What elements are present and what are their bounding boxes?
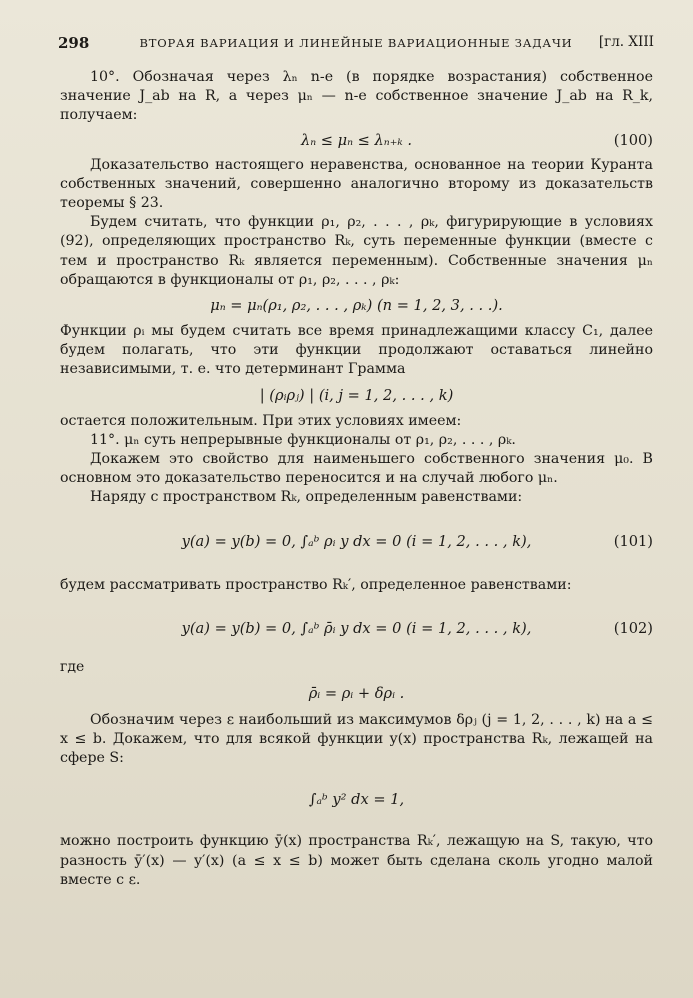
- paragraph: можно построить функцию ȳ(x) пространства Rₖ′, лежащую на S, такую, что разность ȳ′(x) — y′(x) (a ≤ x ≤ b) может быть сделана сколь угодно малой вместе с ε.: [60, 833, 653, 888]
- paragraph: Наряду с пространством Rₖ, определенным равенствами:: [90, 489, 523, 506]
- formula-mu: [60, 290, 653, 322]
- paragraph: Обозначим через ε наибольший из максимумов δρⱼ (j = 1, 2, . . . , k) на a ≤ x ≤ b. Докажем, что для всякой функции y(x) пространства Rₖ, лежащей на сфере S:: [60, 711, 653, 767]
- formula-text: μₙ = μₙ(ρ₁, ρ₂, . . . , ρₖ) (n = 1, 2, 3, . . .).: [210, 297, 503, 315]
- formula-text: ∫ₐᵇ y² dx = 1,: [308, 791, 405, 809]
- paragraph: будем рассматривать пространство Rₖ′, определенное равенствами:: [60, 576, 572, 593]
- equation-number: (101): [613, 532, 653, 550]
- where-label: где: [60, 658, 85, 675]
- formula-text: ρ̄ᵢ = ρᵢ + δρᵢ .: [308, 684, 405, 702]
- paragraph: Будем считать, что функции ρ₁, ρ₂, . . . , ρₖ, фигурирующие в условиях (92), определяющих пространство Rₖ, суть переменные функции (вместе с тем и пространство Rₖ является переменным). Собственные значения μₙ обращаются в функционалы от ρ₁, ρ₂, . . . , ρₖ:: [60, 214, 653, 288]
- formula-rho: [60, 677, 653, 711]
- paragraph: Докажем это свойство для наименьшего собственного значения μ₀. В основном это доказательство переносится и на случай любого μₙ.: [60, 451, 653, 487]
- paragraph: Функции ρᵢ мы будем считать все время принадлежащими классу C₁, далее будем полагать, что эти функции продолжают оставаться линейно независимыми, т. е. что детерминант Грамма: [60, 323, 653, 378]
- paragraph: 10°. Обозначая через λₙ n-е (в порядке возрастания) собственное значение J_ab на R, а через μₙ — n-е собственное значение J_ab на R_k, получаем:: [60, 69, 653, 124]
- formula-text: y(a) = y(b) = 0, ∫ₐᵇ ρᵢ y dx = 0 (i = 1, 2, . . . , k),: [181, 532, 532, 550]
- paragraph: остается положительным. При этих условиях имеем:: [60, 412, 462, 429]
- page-header: [58, 34, 654, 56]
- paragraph: 11°. μₙ суть непрерывные функционалы от ρ₁, ρ₂, . . . , ρₖ.: [90, 431, 516, 448]
- equation-number: (102): [613, 619, 653, 637]
- formula-100: [60, 126, 653, 156]
- page-body: [60, 68, 653, 890]
- equation-number: (100): [613, 131, 653, 149]
- running-title: ВТОРАЯ ВАРИАЦИЯ И ЛИНЕЙНЫЕ ВАРИАЦИОННЫЕ ЗАДАЧИ: [139, 36, 573, 50]
- formula-102: [60, 595, 653, 663]
- formula-101: [60, 508, 653, 576]
- formula-text: y(a) = y(b) = 0, ∫ₐᵇ ρ̄ᵢ y dx = 0 (i = 1, 2, . . . , k),: [181, 619, 532, 637]
- formula-text: | (ρᵢρⱼ) | (i, j = 1, 2, . . . , k): [259, 386, 454, 404]
- paragraph: Доказательство настоящего неравенства, основанное на теории Куранта собственных значений, совершенно аналогично второму из доказательств теоремы § 23.: [60, 156, 653, 212]
- formula-text: λₙ ≤ μₙ ≤ λₙ₊ₖ .: [300, 131, 413, 149]
- chapter-label: [гл. XIII: [598, 34, 654, 50]
- page-number: 298: [58, 34, 90, 52]
- formula-gram: [60, 380, 653, 412]
- formula-sphere: [60, 768, 653, 832]
